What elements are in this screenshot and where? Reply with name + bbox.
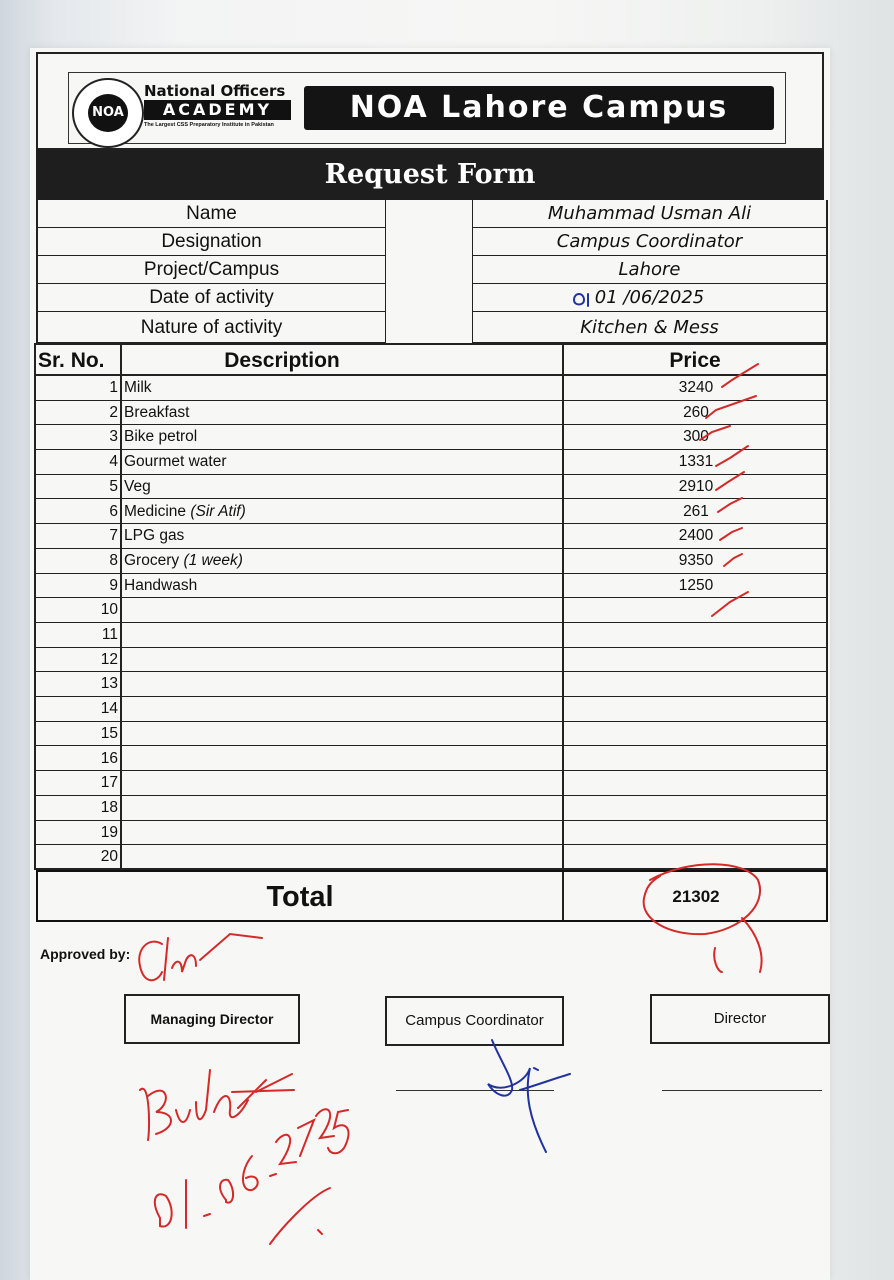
row-description xyxy=(122,376,562,400)
row-sr-no: 4 xyxy=(109,453,118,471)
table-row xyxy=(36,425,826,450)
row-description xyxy=(122,598,562,622)
row-description xyxy=(122,771,562,795)
row-description xyxy=(122,747,562,771)
row-price xyxy=(566,821,826,845)
row-description xyxy=(122,574,562,598)
table-row xyxy=(36,821,826,846)
row-price xyxy=(566,648,826,672)
row-sr-no: 12 xyxy=(100,650,118,668)
campus-title: NOA Lahore Campus xyxy=(304,86,774,130)
row-sr-no: 13 xyxy=(100,675,118,693)
row-sr-no: 18 xyxy=(100,798,118,816)
row-description xyxy=(122,450,562,474)
header-sr-no: Sr. No. xyxy=(36,345,120,376)
row-sr-no: 10 xyxy=(100,601,118,619)
info-block xyxy=(36,200,828,343)
row-description xyxy=(122,722,562,746)
info-value: Lahore xyxy=(473,256,826,284)
total-row xyxy=(36,870,828,922)
row-price xyxy=(566,672,826,696)
table-row xyxy=(36,672,826,697)
academy-word: ACADEMY xyxy=(144,100,291,120)
academy-tagline: The Largest CSS Preparatory Institute in Pakistan xyxy=(144,122,274,128)
row-description xyxy=(122,648,562,672)
row-price xyxy=(566,697,826,721)
info-row-name xyxy=(38,200,826,228)
info-row-date xyxy=(38,284,826,312)
info-label: Name xyxy=(38,200,385,228)
director-box: Director xyxy=(650,994,830,1044)
managing-director-box: Managing Director xyxy=(124,994,300,1044)
campus-coordinator-box: Campus Coordinator xyxy=(385,996,564,1046)
row-description xyxy=(122,672,562,696)
row-description xyxy=(122,475,562,499)
info-row-campus xyxy=(38,256,826,284)
table-row xyxy=(36,500,826,525)
director-signature-line xyxy=(662,1090,822,1091)
row-sr-no: 3 xyxy=(109,428,118,446)
table-row xyxy=(36,845,826,870)
info-label: Date of activity xyxy=(38,284,385,312)
row-description xyxy=(122,845,562,869)
logo-text: NOA xyxy=(88,94,128,132)
row-price: 9350 xyxy=(678,551,714,569)
info-value: Kitchen & Mess xyxy=(473,312,826,343)
total-label: Total xyxy=(266,881,334,913)
row-description xyxy=(122,697,562,721)
row-sr-no: 5 xyxy=(109,477,118,495)
row-description-note: (1 week) xyxy=(183,551,243,569)
row-description-text: Handwash xyxy=(124,576,198,594)
row-description-note: (Sir Atif) xyxy=(190,502,246,520)
row-price: 261 xyxy=(683,502,709,520)
row-sr-no: 1 xyxy=(109,379,118,396)
table-row xyxy=(36,648,826,673)
row-sr-no: 17 xyxy=(100,774,118,792)
row-sr-no: 9 xyxy=(109,576,118,594)
header-rule xyxy=(36,345,826,376)
info-label: Nature of activity xyxy=(38,312,385,343)
row-sr-no: 6 xyxy=(109,502,118,520)
info-value: 01 /06/2025 xyxy=(473,284,826,312)
header-price: Price xyxy=(564,345,826,376)
form-title: Request Form xyxy=(36,150,824,200)
table-row xyxy=(36,475,826,500)
row-description xyxy=(122,821,562,845)
info-label: Project/Campus xyxy=(38,256,385,284)
row-sr-no: 8 xyxy=(109,551,118,569)
row-price: 1250 xyxy=(678,576,714,594)
table-row xyxy=(36,574,826,599)
row-price: 3240 xyxy=(678,379,714,396)
header-description: Description xyxy=(122,345,562,376)
row-sr-no: 7 xyxy=(109,527,118,545)
row-description-text: Grocery xyxy=(124,551,184,569)
column-divider xyxy=(562,872,564,920)
row-sr-no: 19 xyxy=(100,823,118,841)
row-description xyxy=(122,524,562,548)
coordinator-signature-line xyxy=(396,1090,554,1091)
table-row xyxy=(36,697,826,722)
row-price: 260 xyxy=(683,403,709,421)
table-row xyxy=(36,623,826,648)
row-description xyxy=(122,401,562,425)
table-row xyxy=(36,401,826,426)
row-sr-no: 14 xyxy=(100,700,118,718)
row-description-text: Medicine xyxy=(124,502,191,520)
table-row xyxy=(36,747,826,772)
table-row xyxy=(36,376,826,401)
academy-logo-icon xyxy=(72,78,144,148)
row-price xyxy=(566,796,826,820)
row-sr-no: 15 xyxy=(100,724,118,742)
approved-by-label: Approved by: xyxy=(40,946,131,962)
table-row xyxy=(36,722,826,747)
row-description-text: Breakfast xyxy=(124,403,190,421)
row-sr-no: 2 xyxy=(109,403,118,421)
table-row xyxy=(36,771,826,796)
table-row xyxy=(36,450,826,475)
row-price xyxy=(566,623,826,647)
items-table xyxy=(34,343,828,870)
row-sr-no: 16 xyxy=(100,749,118,767)
row-price xyxy=(566,845,826,869)
info-row-designation xyxy=(38,228,826,256)
row-description-text: LPG gas xyxy=(124,527,185,545)
row-description-text: Milk xyxy=(124,379,152,396)
info-label: Designation xyxy=(38,228,385,256)
table-row xyxy=(36,598,826,623)
row-price xyxy=(566,598,826,622)
table-row xyxy=(36,549,826,574)
table-row xyxy=(36,524,826,549)
info-value: Muhammad Usman Ali xyxy=(473,200,826,228)
row-price: 2400 xyxy=(678,527,714,545)
total-value: 21302 xyxy=(672,887,720,906)
row-price: 300 xyxy=(683,428,709,446)
row-description-text: Gourmet water xyxy=(124,453,227,471)
info-row-nature xyxy=(38,312,826,343)
info-value: Campus Coordinator xyxy=(473,228,826,256)
row-price xyxy=(566,747,826,771)
row-description xyxy=(122,623,562,647)
row-description xyxy=(122,549,562,573)
row-price xyxy=(566,722,826,746)
row-price xyxy=(566,771,826,795)
row-description xyxy=(122,500,562,524)
row-sr-no: 11 xyxy=(101,626,118,643)
row-description-text: Bike petrol xyxy=(124,428,198,446)
row-price: 1331 xyxy=(678,453,714,471)
row-price: 2910 xyxy=(678,477,714,495)
table-row xyxy=(36,796,826,821)
row-sr-no: 20 xyxy=(100,848,118,866)
row-description xyxy=(122,425,562,449)
row-description-text: Veg xyxy=(124,477,151,495)
row-description xyxy=(122,796,562,820)
academy-name: National Officers xyxy=(144,82,286,100)
